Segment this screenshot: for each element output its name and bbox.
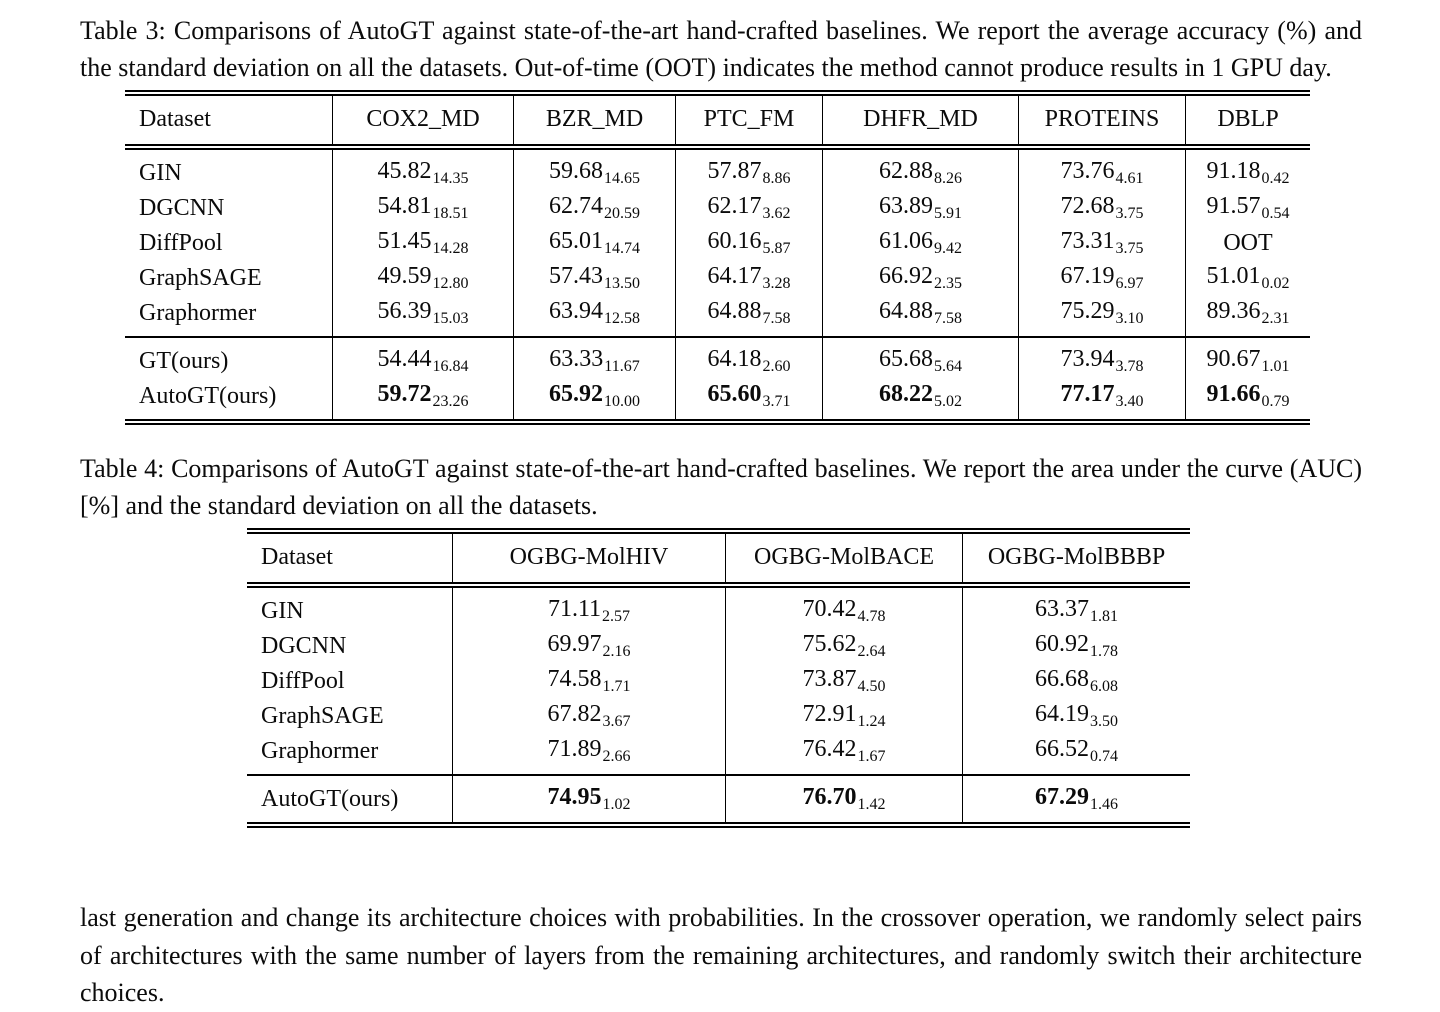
value-cell [725,733,962,774]
table-row [125,338,1310,378]
value-cell [1185,225,1310,260]
value-std: 1.24 [857,713,886,730]
value-std: 3.28 [762,275,791,292]
value-cell [452,588,725,628]
value-std: 0.42 [1261,170,1290,187]
value-std: 15.03 [432,310,469,327]
value-cell [1185,150,1310,190]
value-cell [822,225,1018,260]
value-cell [822,378,1018,419]
value-std: 10.00 [604,393,640,410]
value-main: 72.91 [802,701,857,727]
column-header: PROTEINS [1018,96,1185,144]
value-std: 5.87 [762,240,791,257]
value-main: 91.66 [1206,381,1261,407]
value-main: 64.17 [707,263,762,289]
table-header-row [247,534,1190,582]
value-cell [725,588,962,628]
value-cell [675,225,822,260]
value-cell [675,150,822,190]
value-main: 54.81 [377,193,432,219]
row-label: DiffPool [261,667,345,694]
value-std: 4.78 [857,608,886,625]
value-cell [1018,225,1185,260]
value-std: 3.10 [1115,310,1144,327]
value-cell [822,150,1018,190]
value-cell [513,150,675,190]
value-cell [1185,378,1310,419]
value-cell [452,628,725,663]
value-std: 14.65 [604,170,640,187]
value-cell [675,260,822,295]
value-std: 1.46 [1090,796,1118,813]
value-std: 1.71 [602,678,631,695]
value-cell [675,338,822,378]
value-std: 1.42 [857,796,886,813]
value-cell [1018,150,1185,190]
value-std: 5.91 [934,205,962,222]
value-main: 89.36 [1206,298,1261,324]
value-main: 45.82 [377,158,432,184]
value-cell [962,733,1190,774]
table-row [247,628,1190,663]
value-main: 64.88 [707,298,762,324]
value-cell [513,190,675,225]
table-rule [125,419,1310,425]
value-main: 63.89 [879,193,933,219]
value-main: 72.68 [1060,193,1115,219]
value-std: 20.59 [604,205,640,222]
value-main: 67.19 [1060,263,1115,289]
value-std: 6.97 [1115,275,1144,292]
value-main: 62.74 [549,193,603,219]
column-header: BZR_MD [513,96,675,144]
row-label: GIN [139,159,182,186]
value-std: 1.67 [857,748,886,765]
value-main: 65.60 [707,381,762,407]
value-main: 56.39 [377,298,432,324]
table-rule [247,822,1190,828]
table-rule-row [247,822,1190,828]
value-std: 2.64 [857,643,886,660]
value-cell [1018,260,1185,295]
table-row [125,190,1310,225]
value-std: 7.58 [934,310,962,327]
value-std: 14.28 [432,240,469,257]
column-header: Dataset [139,106,211,132]
value-cell [822,338,1018,378]
table-row [125,260,1310,295]
value-cell [1018,190,1185,225]
table-row [125,295,1310,336]
value-std: 5.64 [934,358,962,375]
value-cell [725,628,962,663]
value-cell [332,378,513,419]
value-cell [1018,378,1185,419]
value-cell [962,776,1190,822]
value-std: 3.62 [762,205,791,222]
value-std: 6.08 [1090,678,1118,695]
value-std: 1.81 [1090,608,1118,625]
table-row [247,733,1190,774]
value-main: 51.01 [1206,263,1261,289]
column-header: OGBG-MolHIV [452,534,725,582]
value-cell [452,776,725,822]
value-cell [332,150,513,190]
value-std: 14.35 [432,170,469,187]
value-main: 51.45 [377,228,432,254]
value-std: 2.31 [1261,310,1290,327]
value-main: 73.31 [1060,228,1115,254]
value-cell [513,260,675,295]
value-main: 90.67 [1206,346,1261,372]
value-cell [332,260,513,295]
value-cell [332,295,513,336]
value-cell [675,190,822,225]
value-cell [962,698,1190,733]
column-header: DHFR_MD [822,96,1018,144]
value-cell [452,663,725,698]
value-main: 49.59 [377,263,432,289]
value-std: 3.71 [762,393,791,410]
value-std: 8.86 [762,170,791,187]
value-std: 3.67 [602,713,631,730]
value-main: OOT [1223,229,1273,256]
value-cell [513,378,675,419]
value-main: 64.18 [707,346,762,372]
value-std: 23.26 [432,393,469,410]
value-main: 65.68 [879,346,933,372]
value-cell [962,628,1190,663]
value-std: 3.40 [1115,393,1144,410]
value-main: 57.87 [707,158,762,184]
table4-caption: Table 4: Comparisons of AutoGT against state-of-the-art hand-crafted baselines. We report the area under the curve (AUC) [%] and the standard deviation on all the datasets. [80,454,1362,520]
value-main: 54.44 [377,346,432,372]
value-std: 11.67 [604,358,640,375]
value-main: 73.87 [802,666,857,692]
table-row [247,588,1190,628]
value-cell [332,190,513,225]
value-std: 2.66 [602,748,631,765]
column-header: COX2_MD [332,96,513,144]
table4 [247,528,1190,828]
value-std: 13.50 [604,275,640,292]
value-cell [822,190,1018,225]
value-main: 74.58 [547,666,602,692]
value-std: 1.01 [1261,358,1290,375]
row-label: GT(ours) [139,347,229,374]
value-main: 61.06 [879,228,933,254]
value-std: 16.84 [432,358,469,375]
value-main: 76.42 [802,736,857,762]
table-row [125,378,1310,419]
value-main: 91.18 [1206,158,1261,184]
row-label: GIN [261,597,304,624]
row-label: GraphSAGE [261,702,384,729]
value-std: 9.42 [934,240,962,257]
value-main: 67.29 [1035,784,1089,810]
value-cell [452,733,725,774]
row-label: AutoGT(ours) [139,382,277,409]
value-cell [675,378,822,419]
value-cell [332,225,513,260]
value-std: 3.75 [1115,240,1144,257]
value-cell [1185,190,1310,225]
value-std: 14.74 [604,240,640,257]
column-header: DBLP [1185,96,1310,144]
row-label: DGCNN [139,194,225,221]
column-header: OGBG-MolBBBP [962,534,1190,582]
value-std: 0.54 [1261,205,1290,222]
value-main: 59.72 [377,381,432,407]
value-main: 60.92 [1035,631,1089,657]
table-row [125,225,1310,260]
table-rule-row [125,419,1310,425]
value-cell [725,663,962,698]
body-paragraph: last generation and change its architecture choices with probabilities. In the crossover operation, we randomly select pairs of architectures with the same number of layers from the remaining architectures, and randomly switch their architecture choices. [80,903,1362,1007]
table-row [247,663,1190,698]
value-main: 75.62 [802,631,857,657]
value-main: 71.89 [547,736,602,762]
column-header: PTC_FM [675,96,822,144]
value-std: 3.50 [1090,713,1118,730]
value-std: 3.75 [1115,205,1144,222]
value-cell [962,588,1190,628]
value-main: 63.37 [1035,596,1089,622]
value-cell [822,260,1018,295]
table-header-row [125,96,1310,144]
value-std: 0.02 [1261,275,1290,292]
value-cell [725,698,962,733]
value-std: 2.35 [934,275,962,292]
value-main: 59.68 [549,158,603,184]
row-label: Graphormer [139,299,257,326]
value-main: 66.92 [879,263,933,289]
value-std: 18.51 [432,205,469,222]
column-header: Dataset [261,544,333,570]
value-main: 64.19 [1035,701,1089,727]
value-cell [513,225,675,260]
value-std: 2.57 [602,608,631,625]
value-main: 74.95 [547,784,602,810]
value-main: 64.88 [879,298,933,324]
value-cell [1185,338,1310,378]
value-std: 2.16 [602,643,631,660]
value-std: 12.58 [604,310,640,327]
value-main: 69.97 [547,631,602,657]
value-std: 5.02 [934,393,962,410]
value-main: 73.76 [1060,158,1115,184]
value-std: 2.60 [762,358,791,375]
value-main: 68.22 [879,381,933,407]
row-label: DGCNN [261,632,347,659]
value-std: 3.78 [1115,358,1144,375]
row-label: GraphSAGE [139,264,262,291]
value-cell [1018,295,1185,336]
value-std: 1.02 [602,796,631,813]
table3 [125,90,1310,425]
value-main: 77.17 [1060,381,1115,407]
value-main: 63.33 [549,346,604,372]
value-main: 65.92 [549,381,603,407]
value-main: 57.43 [549,263,603,289]
value-main: 65.01 [549,228,603,254]
value-main: 63.94 [549,298,603,324]
value-cell [513,338,675,378]
value-std: 12.80 [432,275,469,292]
value-std: 1.78 [1090,643,1118,660]
value-cell [452,698,725,733]
value-main: 62.17 [707,193,762,219]
table-row [247,698,1190,733]
value-main: 91.57 [1206,193,1261,219]
value-cell [332,338,513,378]
value-cell [513,295,675,336]
value-main: 66.68 [1035,666,1089,692]
value-cell [1185,260,1310,295]
value-main: 60.16 [707,228,762,254]
value-main: 73.94 [1060,346,1115,372]
table-row [247,776,1190,822]
value-std: 4.61 [1115,170,1144,187]
table-row [125,150,1310,190]
value-std: 4.50 [857,678,886,695]
value-std: 7.58 [762,310,791,327]
row-label: AutoGT(ours) [261,785,399,812]
value-cell [675,295,822,336]
row-label: DiffPool [139,229,223,256]
value-std: 8.26 [934,170,962,187]
value-cell [1018,338,1185,378]
value-std: 0.74 [1090,748,1118,765]
value-main: 76.70 [802,784,857,810]
value-main: 67.82 [547,701,602,727]
value-main: 66.52 [1035,736,1089,762]
value-cell [822,295,1018,336]
row-label: Graphormer [261,737,379,764]
value-cell [962,663,1190,698]
value-std: 0.79 [1261,393,1290,410]
table3-caption: Table 3: Comparisons of AutoGT against state-of-the-art hand-crafted baselines. We report the average accuracy (%) and the standard deviation on all the datasets. Out-of-time (OOT) indicates the method cannot produce results in 1 GPU day. [80,16,1362,82]
column-header: OGBG-MolBACE [725,534,962,582]
value-cell [725,776,962,822]
value-main: 75.29 [1060,298,1115,324]
value-cell [1185,295,1310,336]
value-main: 70.42 [802,596,857,622]
value-main: 71.11 [547,596,602,622]
value-main: 62.88 [879,158,933,184]
